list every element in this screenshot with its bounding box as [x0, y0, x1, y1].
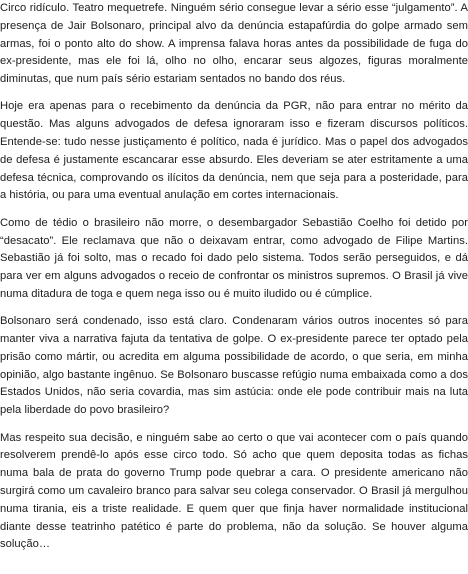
paragraph-5: Mas respeito sua decisão, e ninguém sabe ao certo o que vai acontecer com o país quando resolverem prendê-lo após esse circo todo. Só acho que quem deposita todas as fichas numa bala de prata do governo Trump pode quebrar a cara. O presidente americano não surgirá como um cavaleiro branco para salvar seu colega conservador. O Brasil já mergulhou numa tirania, eis a triste realidade. E quem quer que finja haver normalidade institucional diante desse teatrinho patético é parte do problema, não da solução. Se houver alguma solução… [0, 431, 468, 551]
paragraph-4: Bolsonaro será condenado, isso está claro. Condenaram vários outros inocentes só para manter viva a narrativa fajuta da tentativa de golpe. O ex-presidente parece ter optado pela prisão como mártir, ou acredita em alguma possibilidade de acordo, o que seria, em minha opinião, algo bastante ingênuo. Se Bolsonaro buscasse refúgio numa embaixada como a dos Estados Unidos, não seria covardia, mas sim astúcia: onde ele pode contribuir mais na luta pela liberdade do povo brasileiro? [0, 315, 468, 417]
paragraph-1: Circo ridículo. Teatro mequetrefe. Ninguém sério consegue levar a sério esse “julgamento”. A presença de Jair Bolsonaro, principal alvo da denúncia estapafúrdia do golpe armado sem armas, foi o ponto alto do show. A imprensa falava horas antes da possibilidade de fuga do ex-presidente, mas ele foi lá, olho no olho, encarar seus algozes, figuras moralmente diminutas, que num país sério estariam sentados no bando dos réus. [0, 2, 468, 86]
paragraph-3: Como de tédio o brasileiro não morre, o desembargador Sebastião Coelho foi detido por “desacato”. Ele reclamava que não o deixavam entrar, como advogado de Filipe Martins. Sebastião já foi solto, mas o recado foi dado pelo sistema. Todos serão perseguidos, e dá para ver em alguns advogados o receio de confrontar os ministros supremos. O Brasil já vive numa ditadura de toga e quem nega isso ou é muito iludido ou é cúmplice. [0, 216, 468, 300]
paragraph-2: Hoje era apenas para o recebimento da denúncia da PGR, não para entrar no mérito da questão. Mas alguns advogados de defesa ignoraram isso e fizeram discursos políticos. Entende-se: tudo nesse justiçamento é político, nada é jurídico. Mas o papel dos advogados de defesa é justamente escancarar esse absurdo. Eles deveriam se ater estritamente a uma defesa técnica, comprovando os ilícitos da denúncia, nem que seja para a posteridade, para a história, ou para uma eventual anulação em cortes internacionais. [0, 100, 468, 202]
